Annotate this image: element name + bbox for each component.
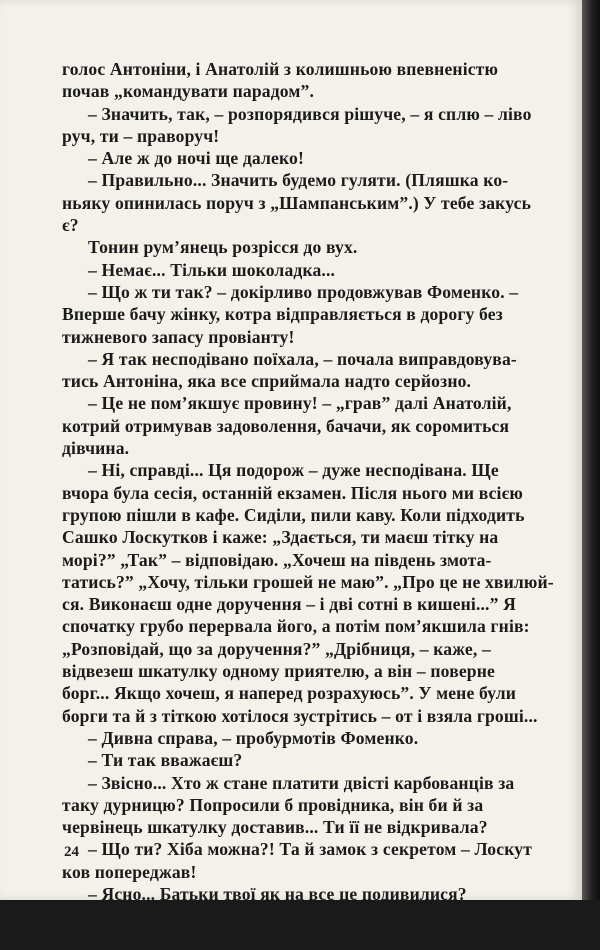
page-edge-shadow bbox=[582, 0, 600, 900]
text-line: червінець шкатулку доставив... Ти її не відкривала? bbox=[62, 817, 488, 838]
text-line: дівчина. bbox=[62, 438, 130, 459]
text-line: – У тому то й річ, що немає у мене нікого. Окрім тітки. bbox=[88, 928, 533, 949]
text-line: – Правильно... Значить будемо гуляти. (Пляшка ко- bbox=[88, 170, 509, 191]
text-line: – Ясно... Батьки твої як на все це подивилися? bbox=[88, 883, 467, 904]
text-line: – Ні, справді... Ця подорож – дуже несподівана. Ще bbox=[88, 460, 499, 481]
text-line: – Звісно... Хто ж стане платити двісті карбованців за bbox=[88, 772, 515, 793]
text-line: відвезеш шкатулку одному приятелю, а він – поверне bbox=[62, 661, 495, 682]
text-line: – Я так несподівано поїхала, – почала виправдовува- bbox=[88, 348, 517, 369]
text-line: татись?” „Хочу, тільки грошей не маю”. „Про це не хвилюй- bbox=[62, 571, 554, 592]
text-line: борг... Якщо хочеш, я наперед розрахуюсь”. У мене були bbox=[62, 683, 517, 704]
page-number: 24 bbox=[64, 844, 79, 860]
text-line: вчора була сесія, останній екзамен. Після нього ми всією bbox=[62, 482, 523, 503]
text-line: котрий отримував задоволення, бачачи, як соромиться bbox=[62, 415, 510, 436]
text-line: – Що ти? Хіба можна?! Та й замок з секретом – Лоскут bbox=[88, 839, 532, 860]
text-line: є? bbox=[62, 215, 79, 236]
text-line: – Але ж до ночі ще далеко! bbox=[88, 148, 304, 169]
text-line: – Дивна справа, – пробурмотів Фоменко. bbox=[88, 727, 419, 748]
text-line: Сашко Лоскутков і каже: „Здається, ти маєш тітку на bbox=[62, 527, 499, 548]
text-line: руч, ти – праворуч! bbox=[62, 125, 220, 146]
text-line: ньяку опинилась поруч з „Шампанським”.) У тебе закусь bbox=[62, 192, 532, 213]
text-line: – Немає... Тільки шоколадка... bbox=[88, 259, 336, 280]
text-line: Тонин рум’янець розрісся до вух. bbox=[88, 237, 358, 258]
text-line: тижневого запасу провіанту! bbox=[62, 326, 295, 347]
text-line: ся. Виконаєш одне доручення – і дві сотні в кишені...” Я bbox=[62, 594, 516, 615]
text-line: – Що ж ти так? – докірливо продовжував Фоменко. – bbox=[88, 281, 519, 302]
page-text bbox=[62, 58, 582, 950]
text-line: почав „командувати парадом”. bbox=[62, 81, 315, 102]
text-line: ков попереджав! bbox=[62, 861, 197, 882]
text-line: – Значить, так, – розпорядився рішуче, – я сплю – ліво bbox=[88, 103, 532, 124]
text-line: тись Антоніна, яка все сприймала надто серйозно. bbox=[62, 371, 472, 392]
text-line: групою пішли в кафе. Сиділи, пили каву. Коли підходить bbox=[62, 504, 525, 525]
text-line: таку дурницю? Попросили б провідника, він би й за bbox=[62, 794, 484, 815]
text-line: – Це не пом’якшує провину! – „грав” далі Анатолій, bbox=[88, 393, 512, 414]
text-line: спочатку грубо перервала його, а потім пом’якшила гнів: bbox=[62, 616, 530, 637]
text-line: „Розповідай, що за доручення?” „Дрібниця, – каже, – bbox=[62, 638, 491, 659]
text-line: Вперше бачу жінку, котра відправляється в дорогу без bbox=[62, 304, 503, 325]
text-line: голос Антоніни, і Анатолій з колишньою впевненістю bbox=[62, 59, 499, 79]
text-line: борги та й з тіткою хотілося зустрітись – от і взяла гроші... bbox=[62, 705, 538, 726]
text-line: морі?” „Так” – відповідаю. „Хочеш на південь змота- bbox=[62, 549, 492, 570]
text-line: – Ти так вважаєш? bbox=[88, 750, 243, 771]
text-line: Тоня зітхнула: bbox=[88, 906, 207, 927]
